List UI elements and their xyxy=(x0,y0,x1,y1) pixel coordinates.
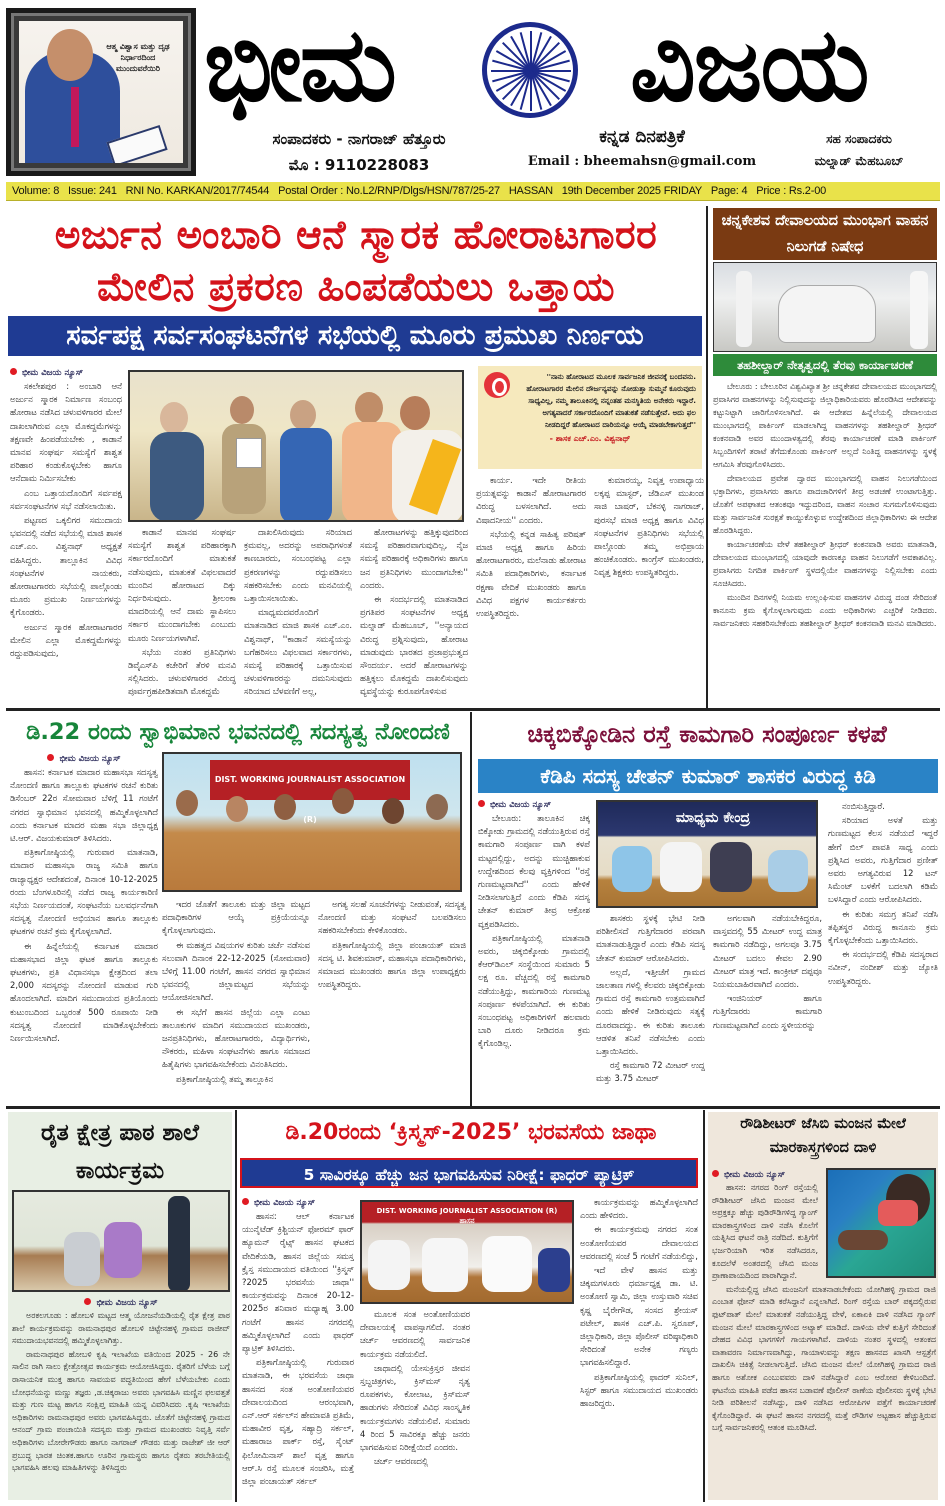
city: HASSAN xyxy=(508,185,553,197)
paper-tagline xyxy=(512,124,772,174)
portrait-tie xyxy=(71,87,79,147)
rni-number: RNI No. KARKAN/2017/74544 xyxy=(125,185,270,197)
membership-col3-text: ಅಗತ್ಯ ಸಲಹೆ ಸೂಚನೆಗಳನ್ನು ನೀಡುವಂತೆ, ಸದಸ್ಯತ್ವ ನೋಂದಣಿ ಮತ್ತು ಸಂಘಟನೆ ಬಲಪಡಿಸಲು ಸಹಕರಿಸಬೇಕೆಂದು ಕೇಳಿಕೊಂಡರು. ಪತ್ರಿಕಾಗೋಷ್ಠಿಯಲ್ಲಿ ಜಿಲ್ಲಾ ಪಂಚಾಯತ್ ಮಾಜಿ ಸದಸ್ಯ ಟಿ. ಶಿವಕುಮಾರ್, ಮಹಾಸಭಾ ಪದಾಧಿಕಾರಿಗಳು, ಸಮಾಜದ ಮುಖಂಡರು ಹಾಗೂ ಜಿಲ್ಲಾ ಉಪಾಧ್ಯಕ್ಷರು ಉಪಸ್ಥಿತರಿದ್ದರು. xyxy=(318,899,466,990)
column-divider xyxy=(235,1110,237,1502)
postal-order: Postal Order : No.L2/RNP/Dlgs/HSN/787/25-27 xyxy=(278,185,500,197)
lead-col3-text: ದಾಖಲಿಸಿರುವುದು ಸರಿಯಾದ ಕ್ರಮವಲ್ಲ, ಅದರನ್ನು ಅಪರಾಧಿಗಳಂತೆ ಕಾಣಬಾರದು, ಸಂಬಂಧಪಟ್ಟ ಎಲ್ಲಾ ಪ್ರಕರಣಗಳನ್ನು ರದ್ದುಪಡಿಸಲು ಸಹಕರಿಸಬೇಕು ಎಂದು ಮನವಿಯಲ್ಲಿ ಒತ್ತಾಯಿಸಲಾಯಿತು. ಮಾಧ್ಯಮದವರೊಂದಿಗೆ ಮಾತನಾಡಿದ ಮಾಜಿ ಶಾಸಕ ಎಚ್.ಎಂ. ವಿಶ್ವನಾಥ್, ''ಕಾಡಾನೆ ಸಮಸ್ಯೆಯನ್ನು ಬಗೆಹರಿಸಲು ವಿಫಲವಾದ ಸರ್ಕಾರಗಳು, ಸಮಸ್ಯೆ ಪರಿಹಾರಕ್ಕೆ ಒತ್ತಾಯಿಸುವ ಚಳುವಳಿಗಾರರನ್ನು ದಮನಿಸುವುದು ಸರಿಯಾದ ಬೆಳವಣಿಗೆ ಅಲ್ಲ, xyxy=(244,527,352,697)
bullet-icon xyxy=(712,1170,719,1177)
lead-col1-text: ಸಕಲೇಶಪುರ : ಅಂಬಾರಿ ಆನೆ ಅರ್ಜುನ ಸ್ಮಾರಕ ನಿರ್ಮಾಣ ಸಂಬಂಧ ಹೋರಾಟ ನಡೆಸಿದ ಚಳುವಳಿಗಾರರ ಮೇಲೆ ದಾಖಲಾಗಿರುವ ಎಲ್ಲಾ ಮೊಕದ್ದಮೆಗಳನ್ನು ತಕ್ಷಣವೇ ಹಿಂಪಡೆಯಬೇಕು , ಕಾಡಾನೆ ಮಾನವ ಸಂಘರ್ಷ ಸಮಸ್ಯೆಗೆ ಶಾಶ್ವತ ಪರಿಹಾರ ಕಂಡುಕೊಳ್ಳಬೇಕು ಹಾಗೂ ಆನೆದಾಮ ನಿರ್ಮಿಸಬೇಕು ಎಂಬ ಒತ್ತಾಯದೊಂದಿಗೆ ಸರ್ವಪಕ್ಷ ಸರ್ವಸಂಘಟನೆಗಳ ಸಭೆ ನಡೆಸಲಾಯಿತು. ಪಟ್ಟಣದ ಒಕ್ಕಲಿಗರ ಸಮುದಾಯ ಭವನದಲ್ಲಿ ನಡೆದ ಸಭೆಯಲ್ಲಿ ಮಾಜಿ ಶಾಸಕ ಎಚ್.ಎಂ. ವಿಶ್ವನಾಥ್ ಅಧ್ಯಕ್ಷತೆ ವಹಿಸಿದ್ದರು. ತಾಲ್ಲೂಕಿನ ವಿವಿಧ ಸಂಘಟನೆಗಳ ನಾಯಕರು, ಹೋರಾಟಗಾರರು ಸಭೆಯಲ್ಲಿ ಪಾಲ್ಗೊಂಡು ಮೂರು ಪ್ರಮುಖ ನಿರ್ಣಯಗಳನ್ನು ಕೈಗೊಂಡರು. ಅರ್ಜುನ ಸ್ಮಾರಕ ಹೋರಾಟಗಾರರ ಮೇಲಿನ ಎಲ್ಲಾ ಮೊಕದ್ದಮೆಗಳನ್ನು ರದ್ದುಪಡಿಸುವುದು, xyxy=(10,381,122,659)
column-divider xyxy=(470,712,472,1106)
logo-word-left: ಭೀಮ xyxy=(204,6,395,125)
farmer-school-photo xyxy=(12,1190,230,1292)
logo-word-right: ವಿಜಯ xyxy=(630,6,868,125)
road-work-col2-3 xyxy=(596,912,822,1102)
road-work-col3-text: ಅಗಲವಾಗಿ ನಡೆಯಬೇಕಿದ್ದರೂ, ವಾಸ್ತವದಲ್ಲಿ 55 ಮೀಟರ್ ಉದ್ದ ಮಾತ್ರ ಕಾಮಗಾರಿ ನಡೆದಿದ್ದು, ಅಗಲವೂ 3.75 ಮೀಟರ್ ಬದಲು ಕೇವಲ 2.90 ಮೀಟರ್ ಮಾತ್ರ ಇದೆ. ಕಾಂಕ್ರೀಟ್ ದಪ್ಪವೂ ನಿಯಮಬಾಹಿರವಾಗಿದೆ ಎಂದರು. ಇಂಜಿನಿಯರ್ ಹಾಗೂ ಗುತ್ತಿಗೆದಾರರು ಕಾಮಗಾರಿ ಗುಣಮಟ್ಟವಾಗಿದೆ ಎಂದು ಸ್ಥಳೀಯರನ್ನು xyxy=(713,913,822,1030)
volume: Volume: 8 xyxy=(12,185,60,197)
christmas-rally-press-photo xyxy=(360,1200,574,1304)
byline: ಭೀಮ ವಿಜಯ ನ್ಯೂಸ್ xyxy=(10,366,122,380)
christmas-rally-col1 xyxy=(242,1196,354,1502)
page-number: Page: 4 xyxy=(710,185,748,197)
membership-press-photo xyxy=(162,752,462,892)
christmas-rally-headline: ಡಿ.20ರಂದು ‘ಕ್ರಿಸ್ಮಸ್-2025’ ಭರವಸೆಯ ಜಾಥಾ xyxy=(285,1120,657,1145)
bullet-icon xyxy=(478,800,485,807)
byline: ಭೀಮ ವಿಜಯ ನ್ಯೂಸ್ xyxy=(242,1196,354,1210)
temple-parking-subheadline: ತಹಶೀಲ್ದಾರ್ ನೇತೃತ್ವದಲ್ಲಿ ತೆರವು ಕಾರ್ಯಾಚರಣೆ xyxy=(713,354,937,376)
ambedkar-portrait xyxy=(6,8,196,176)
quote-icon xyxy=(484,372,510,398)
lead-headline-line2: ಮೇಲಿನ ಪ್ರಕರಣ ಹಿಂಪಡೆಯಲು ಒತ್ತಾಯ xyxy=(96,265,616,310)
ashoka-chakra-icon xyxy=(482,22,578,118)
lead-subheadline: ಸರ್ವಪಕ್ಷ ಸರ್ವಸಂಘಟನೆಗಳ ಸಭೆಯಲ್ಲಿ ಮೂರು ಪ್ರಮುಖ ನಿರ್ಣಯ xyxy=(8,316,702,356)
portrait-quote: ಆತ್ಮ ವಿಶ್ವಾಸ ಮತ್ತು ದೃಢ ನಿರ್ಧಾರದಿಂದ ಮುಂದುವರೆಯಿರಿ xyxy=(106,42,170,73)
bullet-icon xyxy=(84,1298,91,1305)
road-work-col4-text: ನಂಬಿಸುತ್ತಿದ್ದಾರೆ. ಸರಿಯಾದ ಅಳತೆ ಮತ್ತು ಗುಣಮಟ್ಟದ ಕೆಲಸ ನಡೆಯದೆ ಇದ್ದರೆ ಹೇಗೆ ಬಿಲ್ ಪಾವತಿ ಸಾಧ್ಯ ಎಂದು ಪ್ರಶ್ನಿಸಿದ ಅವರು, ಗುತ್ತಿಗೆದಾರ ಪ್ರಣೀತ್ ಅವರು ಅಗತ್ಯವಿರುವ 12 ಟನ್ ಸಿಮೆಂಟ್ ಬಳಕೆಗೆ ಬದಲಾಗಿ ಕಡಿಮೆ ಬಳಸಿದ್ದಾರೆ ಎಂದು ಆರೋಪಿಸಿದರು. ಈ ಕುರಿತು ಸಮಗ್ರ ತನಿಖೆ ನಡೆಸಿ ತಪ್ಪಿತಸ್ಥರ ವಿರುದ್ಧ ಕಾನೂನು ಕ್ರಮ ಕೈಗೊಳ್ಳಬೇಕೆಂದು ಒತ್ತಾಯಿಸಿದರು. ಈ ಸಂದರ್ಭದಲ್ಲಿ ಕೆಡಿಪಿ ಸದಸ್ಯರಾದ ನವೀನ್, ನಂದೀಶ್ ಮತ್ತು ಜ್ಯೋತಿ ಉಪಸ್ಥಿತರಿದ್ದರು. xyxy=(828,801,938,986)
co-editor-block xyxy=(784,128,934,172)
rowdy-attack-headline: ರೌಡಿಶೀಟರ್ ಜೆಸಿಬಿ ಮಂಜನ ಮೇಲೆ ಮಾರಕಾಸ್ತ್ರಗಳಿಂದ ದಾಳಿ xyxy=(740,1116,906,1156)
temple-parking-headline: ಚನ್ನಕೇಶವ ದೇವಾಲಯದ ಮುಂಭಾಗ ವಾಹನ ನಿಲುಗಡೆ ನಿಷೇಧ xyxy=(713,208,937,260)
newspaper-logo xyxy=(200,4,945,132)
paper-type: ಕನ್ನಡ ದಿನಪತ್ರಿಕೆ xyxy=(599,127,685,147)
membership-col1 xyxy=(10,752,158,1102)
photo-banner: ಮಾಧ್ಯಮ ಕೇಂದ್ರ xyxy=(675,810,751,826)
byline: ಭೀಮ ವಿಜಯ ನ್ಯೂಸ್ xyxy=(478,798,590,812)
byline: ಭೀಮ ವಿಜಯ ನ್ಯೂಸ್ xyxy=(10,752,158,766)
photo-banner: DIST. WORKING JOURNALIST ASSOCIATION (R) xyxy=(210,760,410,800)
farmer-school-body-wrap xyxy=(12,1296,230,1496)
christmas-rally-col1-text: ಹಾಸನ: ಆಲ್ ಕರ್ನಾಟಕ ಯುನೈಟೆಡ್ ಕ್ರಿಶ್ಚಿಯನ್ ಫೋರಮ್ ಫಾರ್ ಹ್ಯೂಮನ್ ರೈಟ್ಸ್ ಹಾಸನ ಘಟಕದ ವೇದಿಕೆಯಡಿ, ಹಾಸನ ಜಿಲ್ಲೆಯ ಸಮಸ್ತ ಕ್ರೈಸ್ತ ಸಮುದಾಯದ ವತಿಯಿಂದ ''ಕ್ರಿಸ್ಮಸ್ ?2025 ಭರವಸೆಯ ಜಾಥಾ'' ಕಾರ್ಯಕ್ರಮವನ್ನು ದಿನಾಂಕ 20-12-2025ರ ಶನಿವಾರ ಮಧ್ಯಾಹ್ನ 3.00 ಗಂಟೆಗೆ ಹಾಸನ ನಗರದಲ್ಲಿ ಹಮ್ಮಿಕೊಳ್ಳಲಾಗಿದೆ ಎಂದು ಫಾಧರ್ ಪ್ಯಾಟ್ರಿಕ್ ತಿಳಿಸಿದರು. ಪತ್ರಿಕಾಗೋಷ್ಠಿಯಲ್ಲಿ ಗುರುವಾರ ಮಾತನಾಡಿ, ಈ ಭರವಸೆಯ ಜಾಥಾ ಹಾಸನದ ಸಂತ ಅಂತೋಣಿಯವರ ದೇವಾಲಯದಿಂದ ಆರಂಭವಾಗಿ, ಎನ್.ಆರ್ ಸರ್ಕಲ್‌ನ ಹೇಮಾವತಿ ಪ್ರತಿಮೆ, ಮಹಾವೀರ ವೃತ್ತ, ಸಹ್ಯಾದ್ರಿ ಸರ್ಕಲ್, ಮಹಾರಾಜ ಪಾರ್ಕ್ ರಸ್ತೆ, ಸೈಂಟ್ ಫಿಲೋಮಿನಾಸ್ ಶಾಲೆ ವೃತ್ತ ಹಾಗೂ ಆರ್.ಸಿ ರಸ್ತೆ ಮೂಲಕ ಸಂಚರಿಸಿ, ಮತ್ತೆ ಜಿಲ್ಲಾ ಪಂಚಾಯತ್ ಸರ್ಕಲ್ xyxy=(242,1211,354,1487)
lead-column-1 xyxy=(10,366,122,704)
lead-photo xyxy=(128,370,464,522)
lead-headline-line1: ಅರ್ಜುನ ಅಂಬಾರಿ ಆನೆ ಸ್ಮಾರಕ ಹೋರಾಟಗಾರರ xyxy=(54,213,658,258)
editor-block xyxy=(244,126,474,178)
bullet-icon xyxy=(47,754,54,761)
farmer-school-body: ಅರಕಲಗೂಡು : ಹೋಬಳಿ ಮಟ್ಟದ ಆತ್ಮ ಯೋಜನೆಯಡಿಯಲ್ಲಿ ರೈತ ಕ್ಷೇತ್ರ ಪಾಠ ಶಾಲೆ ಕಾರ್ಯಕ್ರಮವನ್ನು ರಾಮನಾಥಪುರ ಹೋಬಳಿ ಚಿಟ್ಟೇನಹಳ್ಳಿ ಗ್ರಾಮದ ರಾಜೀವ್ ಸಮುದಾಯಭವನದಲ್ಲಿ ಹಮ್ಮಿಕೊಳ್ಳಲಾಗಿತ್ತು. ರಾಮನಾಥಪುರ ಹೋಬಳಿ ಕೃಷಿ ಇಲಾಖೆಯ ವತಿಯಿಂದ 2025 - 26 ನೇ ಸಾಲಿನ ರಾಗಿ ಸಾಲು ಕ್ಷೇತ್ರೋತ್ಸವ ಕಾರ್ಯಕ್ರಮ ಆಯೋಜಿಸಿದ್ದರು. ರೈತರಿಗೆ ಬೆಳೆಯ ಬಗ್ಗೆ ರಾಸಾಯನಿಕ ಮುಕ್ತ ಹಾಗೂ ಸಾವಯವ ಪದ್ಧತಿಯಿಂದ ಹೇಗೆ ಬೆಳೆಯಬೇಕು ಎಂದು ಬೋಧನೆಯನ್ನು ಮಣ್ಣು ತಜ್ಞರು ,ಡ.ಚಿಕ್ಕರಾಜು ಅವರು ಭಾಗವಹಿಸಿ ಮಣ್ಣಿನ ಫಲವತ್ತತೆ ಮತ್ತು ಗುಣ ಮಟ್ಟ ಹಾಗೂ ಸಂಕ್ಷಿಪ್ತ ಮಾಹಿತಿ ಯನ್ನ ವಿವರಿಸಿದರು .ಕೃಷಿ ಇಲಾಖೆಯ ಅಧಿಕಾರಿಗಳು ರಾಮನಾಥಪುರ ಅವರು ಭಾಗವಹಿಸಿದ್ದರು. ಜೊತೆಗೆ ಚಿಟ್ಟೇನಹಳ್ಳಿ ಗ್ರಾಮದ ಆನಂದ್ ಗ್ರಾಮ ಪಂಚಾಯಿತಿ ಸದಸ್ಯರು ಮತ್ತು ಗ್ರಾಮದ ಮುಖಂಡರು ನಿವೃತ್ತಿ ಸರ್ವೆ ಅಧಿಕಾರಿಗಳು ಬೋರೇಗೌಡರು ಹಾಗೂ ನಾಗರಾಜ್ ಗೌಡರು ಮತ್ತು ರಾಜೇಶ್ ಜೀ ಆರ್ ಪ್ರಬುದ್ಧ ಭಾರತ ಚಿಂತಕ.ಹಾಗೂ ಊರಿನ ಗ್ರಾಮಸ್ಥರು ಹಾಗೂ ರೈತರು ತರಬೇತಿಯಲ್ಲಿ ಭಾಗವಹಿಸಿ ಹಲವು ಮಾಹಿತಿಗಳನ್ನು ತಿಳಿಸಿದ್ದರು xyxy=(12,1311,230,1473)
lead-col4-text: ಹೋರಾಟಗಳನ್ನು ಹತ್ತಿಕ್ಕುವುದರಿಂದ ಸಮಸ್ಯೆ ಪರಿಹಾರವಾಗುವುದಿಲ್ಲ, ನೈಜ ಸಮಸ್ಯೆ ಪರಿಹಾರಕ್ಕೆ ಅಧಿಕಾರಿಗಳು ಹಾಗೂ ಜನ ಪ್ರತಿನಿಧಿಗಳು ಮುಂದಾಗಬೇಕು'' ಎಂದರು. ಈ ಸಂದರ್ಭದಲ್ಲಿ ಮಾತನಾಡಿದ ಪ್ರಗತಿಪರ ಸಂಘಟನೆಗಳ ಅಧ್ಯಕ್ಷ ಮಲ್ನಾಡ್ ಮೆಹಬೂಬ್, ''ಅನ್ಯಾಯದ ವಿರುದ್ಧ ಪ್ರಶ್ನಿಸುವುದು, ಹೋರಾಟ ಮಾಡುವುದು ಭಾರತದ ಪ್ರಜಾಪ್ರಭುತ್ವದ ಸೌಂದರ್ಯ. ಅದರೆ ಹೋರಾಟಗಳನ್ನು ಹತ್ತಿಕ್ಕಲು ಮೊಕದ್ದಮೆ ದಾಖಲಿಸುವುದು ವ್ಯವಸ್ಥೆಯನ್ನು ಕುರೂಪಗೊಳಿಸುವ xyxy=(360,527,468,697)
road-work-subheadline: ಕೆಡಿಪಿ ಸದಸ್ಯ ಚೇತನ್ ಕುಮಾರ್ ಶಾಸಕರ ವಿರುದ್ಧ ಕಿಡಿ xyxy=(478,759,938,793)
farmer-school-headline: ರೈತ ಕ್ಷೇತ್ರ ಪಾಠ ಶಾಲೆ ಕಾರ್ಯಕ್ರಮ xyxy=(41,1120,199,1184)
lead-col6-text: ಕುಮಾರಯ್ಯ, ನಿವೃತ್ತ ಉಪಾಧ್ಯಾಯ ಲಕ್ಕಪ್ಪ ಮಾಸ್ಟರ್, ಜೆಡಿಎಸ್ ಮುಖಂಡ ಸಾಜಿ ಬಾಷರ್, ಬೆಕನಳ್ಳಿ ನಾಗರಾಜ್, ಪುರಸಭೆ ಮಾಜಿ ಅಧ್ಯಕ್ಷ ಹಾಗೂ ವಿವಿಧ ಸಂಘಟನೆಗಳ ಪ್ರತಿನಿಧಿಗಳು ಸಭೆಯಲ್ಲಿ ಪಾಲ್ಗೊಂಡು ತಮ್ಮ ಅಭಿಪ್ರಾಯ ಹಂಚಿಕೊಂಡರು. ಕಾಂಗ್ರೆಸ್ ಮುಖಂಡರು, ನಿವೃತ್ತ ಶಿಕ್ಷಕರು ಉಪಸ್ಥಿತರಿದ್ದರು. xyxy=(594,475,704,578)
issue-date: 19th December 2025 FRIDAY xyxy=(561,185,703,197)
lead-headline xyxy=(10,210,702,314)
membership-col2-text: ಇದರ ಜೊತೆಗೆ ತಾಲೂಕು ಮತ್ತು ಜಿಲ್ಲಾ ಮಟ್ಟದ ಪದಾಧಿಕಾರಿಗಳ ಆಯ್ಕೆ ಪ್ರಕ್ರಿಯೆಯನ್ನೂ ಕೈಗೊಳ್ಳಲಾಗುವುದು. ಈ ಮಹತ್ವದ ವಿಷಯಗಳ ಕುರಿತು ಚರ್ಚೆ ನಡೆಸುವ ಸಲುವಾಗಿ ದಿನಾಂಕ 22-12-2025 (ಸೋಮವಾರ) ಬೆಳಿಗ್ಗೆ 11.00 ಗಂಟೆಗೆ, ಹಾಸನ ನಗರದ ಸ್ವಾಭಿಮಾನ ಭವನದಲ್ಲಿ ಜಿಲ್ಲಾಮಟ್ಟದ ಸಭೆಯನ್ನು ಆಯೋಜಿಸಲಾಗಿದೆ. ಈ ಸಭೆಗೆ ಹಾಸನ ಜಿಲ್ಲೆಯ ಎಲ್ಲಾ ಎಂಟು ತಾಲೂಕುಗಳ ಮಾದಿಗ ಸಮುದಾಯದ ಮುಖಂಡರು, ಜನಪ್ರತಿನಿಧಿಗಳು, ಹೋರಾಟಗಾರರು, ವಿದ್ಯಾರ್ಥಿಗಳು, ನೌಕರರು, ಮಹಿಳಾ ಸಂಘಟನೆಗಳು ಹಾಗೂ ಸಮಾಜದ ಹಿತೈಷಿಗಳು ಭಾಗವಹಿಸಬೇಕೆಂದು ವಿನಂತಿಸಿದರು. ಪತ್ರಿಕಾಗೋಷ್ಠಿಯಲ್ಲಿ ತಮ್ಮ ತಾಲ್ಲೂಕಿನ xyxy=(162,899,310,1084)
rowdy-attack-body: ಹಾಸನ: ನಗರದ ರಿಂಗ್ ರಸ್ತೆಯಲ್ಲಿ ರೌಡಿಶೀಟರ್ ಜೆಸಿಬಿ ಮಂಜನ ಮೇಲೆ ಅಪ್ರಕ್ತಕ್ಕೂ ಹೆಚ್ಚು ಪುಡಿರೌಡಿಗಳಿದ್ದ ಗ್ಯಾಂಗ್ ಮಾರಕಾಸ್ತ್ರಗಳಿಂದ ದಾಳಿ ನಡೆಸಿ ಕೊಲೆಗೆ ಯತ್ನಿಸಿದ ಘಟನೆ ರಾತ್ರಿ ನಡೆದಿದೆ. ಕುತ್ತಿಗೆಗೆ ಭರ್ಜರಿಯಾಗಿ ಇರಿತ ನಡೆಸಿದರೂ, ಕೂದಲೆಳೆ ಅಂತರದಲ್ಲಿ ಜೆಸಿಬಿ ಮಂಜ ಪ್ರಾಣಾಪಾಯದಿಂದ ಪಾರಾಗಿದ್ದಾನೆ. ಮನೆಯಲ್ಲಿದ್ದ ಜೆಸಿಬಿ ಮಂಜನಿಗೆ ಮಾತನಾಡಬೇಕೆಂದು ಯೋಗಿಹಳ್ಳಿ ಗ್ರಾಮದ ರಾಜಿ ಎಂಬಾತ ಫೋನ್ ಮಾಡಿ ಕರೆಸಿದ್ದಾನೆ ಎನ್ನಲಾಗಿದೆ. ರಿಂಗ್ ರಸ್ತೆಯ ಬಾರ್ ಪಕ್ಕದಲ್ಲಿರುವ ಫುಟ್‌ಪಾತ್ ಮೇಲೆ ಮಾತುಕತೆ ನಡೆಯುತ್ತಿದ್ದ ವೇಳೆ, ಏಕಾಏಕಿ ದಾಳಿ ನಡೆಸಿದ ಗ್ಯಾಂಗ್ ಮಂಜನ ಮೇಲೆ ಮಾರಕಾಸ್ತ್ರಗಳಿಂದ ಅಟ್ಯಾಕ್ ಮಾಡಿದೆ. ದಾಳಿಯ ವೇಳೆ ಕುತ್ತಿಗೆ ಸೇರಿದಂತೆ ದೇಹದ ವಿವಿಧ ಭಾಗಗಳಿಗೆ ಗಾಯಗಳಾಗಿವೆ. ದಾಳಿಯ ನಂತರ ಸ್ಥಳದಲ್ಲಿ ಆತಂಕದ ವಾತಾವರಣ ನಿರ್ಮಾಣವಾಗಿದ್ದು, ಗಾಯಾಳುವನ್ನು ತಕ್ಷಣ ಹಾಸನದ ಖಾಸಗಿ ಆಸ್ಪತ್ರೆಗೆ ದಾಖಲಿಸಿ ಚಿಕಿತ್ಸೆ ನೀಡಲಾಗುತ್ತಿದೆ. ಜೆಸಿಬಿ ಮಂಜನ ಮೇಲೆ ಯೋಗಿಹಳ್ಳಿ ಗ್ರಾಮದ ರಾಜಿ ಹಾಗೂ ಅಶೋಕ ಎಂಬುವವರು ದಾಳಿ ನಡೆಸಿದ್ದಾರೆ ಎಂಬ ಆರೋಪ ಕೇಳಿಬಂದಿದೆ. ಘಟನೆಯ ಮಾಹಿತಿ ಪಡೆದ ಹಾಸನ ಬಡಾವಣೆ ಪೊಲೀಸ್ ಠಾಣೆಯ ಪೊಲೀಸರು ಸ್ಥಳಕ್ಕೆ ಭೇಟಿ ನೀಡಿ ಪರಿಶೀಲನೆ ನಡೆಸಿದ್ದು, ದಾಳಿ ನಡೆಸಿದ ಆರೋಪಿಗಳ ಪತ್ತೆಗೆ ಕಾರ್ಯಾಚರಣೆ ಕೈಗೊಂಡಿದ್ದಾರೆ. ಈ ಘಟನೆ ಹಾಸನ ನಗರದಲ್ಲಿ ಮತ್ತೆ ರೌಡಿಗಳ ಅಟ್ಟಹಾಸ ಹೆಚ್ಚುತ್ತಿರುವ ಬಗ್ಗೆ ಸಾರ್ವಜನಿಕರಲ್ಲಿ ಆತಂಕ ಮೂಡಿಸಿದೆ. xyxy=(712,1183,936,1433)
lead-col2-text: ಕಾಡಾನೆ ಮಾನವ ಸಂಘರ್ಷ ಸಮಸ್ಯೆಗೆ ಶಾಶ್ವತ ಪರಿಹಾರಕ್ಕಾಗಿ ಸರ್ಕಾರದೊಂದಿಗೆ ಮಾತುಕತೆ ನಡೆಸುವುದು, ಮಾತುಕತೆ ವಿಫಲವಾದರೆ ಮುಂದಿನ ಹೋರಾಟದ ದಿಕ್ಕು ನಿರ್ಧರಿಸುವುದು. ಶ್ರೀಲಂಕಾ ಮಾದರಿಯಲ್ಲಿ ಆನೆ ದಾಮ ಸ್ಥಾಪಿಸಲು ಸರ್ಕಾರ ಮುಂದಾಗಬೇಕು ಎಂಬುದು ಮೂರು ನಿರ್ಣಯಗಳಾಗಿವೆ. ಸಭೆಯ ನಂತರ ಪ್ರತಿನಿಧಿಗಳು ಡಿವೈಎಸ್‌ಪಿ ಕಚೇರಿಗೆ ತೆರಳಿ ಮನವಿ ಸಲ್ಲಿಸಿದರು. ಚಳುವಳಿಗಾರರ ವಿರುದ್ಧ ಪೂರ್ವಗ್ರಹಪೀಡಿತವಾಗಿ ಮೊಕದ್ದಮೆ xyxy=(128,527,236,697)
contact-email[interactable]: Email : bheemahsn@gmail.com xyxy=(527,154,757,169)
road-work-col1-text: ಬೇಲೂರು: ತಾಲೂಕಿನ ಚಿಕ್ಕ ಬಿಕ್ಕೋಡು ಗ್ರಾಮದಲ್ಲಿ ನಡೆಯುತ್ತಿರುವ ರಸ್ತೆ ಕಾಮಗಾರಿ ಸಂಪೂರ್ಣ ವಾಗಿ ಕಳಪೆ ಮಟ್ಟದಲ್ಲಿದ್ದು, ಅದನ್ನು ಮುಚ್ಚಿಹಾಕುವ ಉದ್ದೇಶದಿಂದ ಕೆಲವು ವ್ಯಕ್ತಿಗಳಿಂದ ''ರಸ್ತೆ ಗುಣಮಟ್ಟವಾಗಿದೆ'' ಎಂದು ಹೇಳಿಕೆ ನೀಡಿಸಲಾಗುತ್ತಿದೆ ಎಂದು ಕೆಡಿಪಿ ಸದಸ್ಯ ಚೇತನ್ ಕುಮಾರ್ ತೀವ್ರ ಆಕ್ರೋಶ ವ್ಯಕ್ತಪಡಿಸಿದರು. ಪತ್ರಿಕಾಗೋಷ್ಠಿಯಲ್ಲಿ ಮಾತನಾಡಿ ಅವರು, ಚಿಕ್ಕಬಿಕ್ಕೋಡು ಗ್ರಾಮದಲ್ಲಿ ಕೆಆರ್‌ಡಿಎಲ್ ಸಂಸ್ಥೆಯಿಂದ ಸುಮಾರು 5 ಲಕ್ಷ ರೂ. ವೆಚ್ಚದಲ್ಲಿ ರಸ್ತೆ ಕಾಮಗಾರಿ ನಡೆಯುತ್ತಿದ್ದು, ಕಾಮಗಾರಿಯ ಗುಣಮಟ್ಟ ಸಂಪೂರ್ಣ ಕಳಪೆಯಾಗಿದೆ. ಈ ಕುರಿತು ಸಂಬಂಧಪಟ್ಟ ಅಧಿಕಾರಿಗಳಿಗೆ ಹಲವಾರು ಬಾರಿ ದೂರು ನೀಡಿದರೂ ಕ್ರಮ ಕೈಗೊಂಡಿಲ್ಲ. xyxy=(478,813,590,1049)
pull-quote xyxy=(478,366,702,469)
rowdy-attack-col1 xyxy=(712,1168,822,1182)
section-divider xyxy=(6,1106,940,1109)
co-editor-label: ಸಹ ಸಂಪಾದಕರು xyxy=(826,132,892,146)
co-editor-name: ಮಲ್ನಾಡ್ ಮೆಹಬೂಬ್ xyxy=(814,154,904,168)
road-work-col1 xyxy=(478,798,590,1049)
quote-author: - ಶಾಸಕ ಎಚ್.ಎಂ. ವಿಶ್ವನಾಥ್ xyxy=(549,434,631,443)
road-work-col2-text: ಶಾಸಕರು ಸ್ಥಳಕ್ಕೆ ಭೇಟಿ ನೀಡಿ ಪರಿಶೀಲಿಸದೆ ಗುತ್ತಿಗೆದಾರರ ಪರವಾಗಿ ಮಾತನಾಡುತ್ತಿದ್ದಾರೆ ಎಂದು ಕೆಡಿಪಿ ಸದಸ್ಯ ಚೇತನ್ ಕುಮಾರ್ ಆರೋಪಿಸಿದರು. ಅಲ್ಲದೆ, ಇತ್ತೀಚೆಗೆ ಗ್ರಾಮದ ಜಾಲತಾಣ ಗಳಲ್ಲಿ ಕೆಲವರು ಚಿಕ್ಕಬಿಕ್ಕೋಡು ಗ್ರಾಮದ ರಸ್ತೆ ಕಾಮಗಾರಿ ಉತ್ತಮವಾಗಿದೆ ಎಂದು ಹೇಳಿಕೆ ನೀಡಿರುವುದು ಸತ್ಯಕ್ಕೆ ದೂರವಾದದ್ದು. ಈ ಕುರಿತು ತಾಲೂಕು ಆಡಳಿತ ತನಿಖೆ ನಡೆಸಬೇಕು ಎಂದು ಒತ್ತಾಯಿಸಿದರು. ರಸ್ತೆ ಕಾಮಗಾರಿ 72 ಮೀಟರ್ ಉದ್ದ ಮತ್ತು 3.75 ಮೀಟರ್ xyxy=(596,913,705,1084)
lead-columns-5-6 xyxy=(476,474,704,706)
issue: Issue: 241 xyxy=(67,185,117,197)
lead-col5-text: ಕಾರ್ಯ. ಇದೇ ರೀತಿಯ ಪ್ರಯತ್ನವನ್ನು ಕಾಡಾನೆ ಹೋರಾಟಗಾರರ ವಿರುದ್ಧ ಬಳಸಲಾಗಿದೆ. ಅದು ವಿಷಾದನೀಯ'' ಎಂದರು. ಸಭೆಯಲ್ಲಿ ಕನ್ನಡ ಸಾಹಿತ್ಯ ಪರಿಷತ್ ಮಾಜಿ ಅಧ್ಯಕ್ಷ ಹಾಗೂ ಹಿರಿಯ ಹೋರಾಟಗಾರರು, ಮಲೆನಾಡು ಹೋರಾಟ ಸಮಿತಿ ಪದಾಧಿಕಾರಿಗಳು, ಕರ್ನಾಟಕ ರಕ್ಷಣಾ ವೇದಿಕೆ ಮುಖಂಡರು ಹಾಗೂ ವಿವಿಧ ಪಕ್ಷಗಳ ಕಾರ್ಯಕರ್ತರು ಉಪಸ್ಥಿತರಿದ್ದರು. xyxy=(476,475,586,619)
bullet-icon xyxy=(10,368,17,375)
byline: ಭೀಮ ವಿಜಯ ನ್ಯೂಸ್ xyxy=(12,1296,230,1310)
road-work-press-photo xyxy=(596,800,818,908)
membership-headline: ಡಿ.22 ರಂದು ಸ್ವಾಭಿಮಾನ ಭವನದಲ್ಲಿ ಸದಸ್ಯತ್ವ ನೋಂದಣಿ xyxy=(26,719,450,745)
price: Price : Rs.2-00 xyxy=(756,185,827,197)
membership-col1-text: ಹಾಸನ: ಕರ್ನಾಟಕ ಮಾದಾರ ಮಹಾಸಭಾ ಸದಸ್ಯತ್ವ ನೋಂದಣಿ ಹಾಗೂ ತಾಲ್ಲೂಕು ಘಟಕಗಳ ರಚನೆ ಕುರಿತು ಡಿಸೆಂಬರ್ 22ರ ಸೋಮವಾರ ಬೆಳಿಗ್ಗೆ 11 ಗಂಟೆಗೆ ನಗರದ ಸ್ವಾಭಿಮಾನ ಭವನದಲ್ಲಿ ಹಮ್ಮಿಕೊಳ್ಳಲಾಗಿದೆ ಎಂದು ಕರ್ನಾಟಕ ಮಾದರ ಮಹಾ ಸಭಾ ಜಿಲ್ಲಾಧ್ಯಕ್ಷ ಟಿ.ಆರ್. ವಿಜಯಕುಮಾರ್ ತಿಳಿಸಿದರು. ಪತ್ರಿಕಾಗೋಷ್ಠಿಯಲ್ಲಿ ಗುರುವಾರ ಮಾತನಾಡಿ, ಮಾದಾರ ಮಹಾಸಭಾ ರಾಜ್ಯ ಸಮಿತಿ ಹಾಗೂ ರಾಜ್ಯಾಧ್ಯಕ್ಷರ ಆದೇಶದಂತೆ, ದಿನಾಂಕ 10-12-2025 ರಂದು ಬೆಂಗಳೂರಿನಲ್ಲಿ ನಡೆದ ರಾಜ್ಯ ಕಾರ್ಯಕಾರಿಣಿ ಸಭೆಯ ನಿರ್ಣಯದಂತೆ, ಸಂಘಟನೆಯ ಬಲವರ್ಧನೆಗಾಗಿ ಸದಸ್ಯತ್ವ ನೋಂದಣಿ ಅಭಿಯಾನ ಹಾಗೂ ತಾಲ್ಲೂಕು ಘಟಕಗಳ ರಚನೆ ಕ್ರಮ ಕೈಗೊಳ್ಳಲಾಗಿದೆ. ಈ ಹಿನ್ನೆಲೆಯಲ್ಲಿ ಕರ್ನಾಟಕ ಮಾದಾರ ಮಹಾಸಭಾದ ಜಿಲ್ಲಾ ಘಟಕ ಹಾಗೂ ತಾಲ್ಲೂಕು ಘಟಕಗಳು, ಪ್ರತಿ ವಿಧಾನಸಭಾ ಕ್ಷೇತ್ರದಿಂದ ತಲಾ 2,000 ಸದಸ್ಯರನ್ನು ನೋಂದಣಿ ಮಾಡುವ ಗುರಿ ಹೊಂದಲಾಗಿದೆ. ಮಾದಿಗ ಸಮುದಾಯದ ಪ್ರತಿಯೊಂದು ಕುಟುಂಬದಿಂದ ಒಬ್ಬರಂತೆ 500 ರೂಪಾಯಿ ನೀಡಿ ಸದಸ್ಯತ್ವ ನೋಂದಣಿ ಮಾಡಿಕೊಳ್ಳಬೇಕೆಂದು ನಿರ್ಣಯಿಸಲಾಗಿದೆ. xyxy=(10,767,158,1044)
bullet-icon xyxy=(242,1198,249,1205)
issue-info-bar xyxy=(6,182,940,201)
christmas-rally-subheadline: 5 ಸಾವಿರಕ್ಕೂ ಹೆಚ್ಚು ಜನ ಭಾಗವಹಿಸುವ ನಿರೀಕ್ಷೆ: ಫಾಧರ್ ಪ್ಯಾಟ್ರಿಕ್ xyxy=(240,1158,698,1188)
editor-phone: ಮೊ : 9110228083 xyxy=(288,156,430,174)
masthead xyxy=(0,0,945,197)
lead-columns-2-4 xyxy=(128,526,468,706)
temple-parking-body: ಬೇಲೂರು : ಬೇಲೂರಿನ ವಿಶ್ವವಿಖ್ಯಾತ ಶ್ರೀ ಚನ್ನಕೇಶವ ದೇವಾಲಯದ ಮುಂಭಾಗದಲ್ಲಿ ಪ್ರವಾಸಿಗರ ವಾಹನಗಳನ್ನು ನಿಲ್ಲಿಸುವುದನ್ನು ಜಿಲ್ಲಾಧಿಕಾರಿಯವರು ಹೊರಡಿಸಿದ ಆದೇಶವನ್ನು ಕಟ್ಟುನಿಟ್ಟಾಗಿ ಜಾರಿಗೊಳಿಸಲಾಗಿದೆ. ಈ ಆದೇಶದ ಹಿನ್ನೆಲೆಯಲ್ಲಿ ದೇವಾಲಯದ ಮುಂಭಾಗದಲ್ಲಿ ಪಾರ್ಕಿಂಗ್ ಮಾಡಲಾಗಿದ್ದ ವಾಹನಗಳನ್ನು ತಹಶೀಲ್ದಾರ್ ಶ್ರೀಧರ್ ಕಂಕನವಾಡಿ ಅವರ ಮುಂದಾಳತ್ವದಲ್ಲಿ ತೆರವು ಕಾರ್ಯಾಚರಣೆ ಮಾಡಿ ಪಾರ್ಕಿಂಗ್ ಸಿಬ್ಬಂದಿಗಳಿಗೆ ತರಾಟೆ ತೆಗೆದುಕೊಂಡು ಪಾರ್ಕಿಂಗ್ ಅಲ್ಲದೆ ನಿಂತಿದ್ದ ವಾಹನಗಳನ್ನು ಸ್ಥಳಕ್ಕೆ ಆಗಮಿಸಿ ತೆರವುಗೊಳಿಸಿದರು. ದೇವಾಲಯದ ಪ್ರವೇಶ ದ್ವಾರದ ಮುಂಭಾಗದಲ್ಲಿ ವಾಹನ ನಿಲುಗಡೆಯಿಂದ ಭಕ್ತಾದಿಗಳು, ಪ್ರವಾಸಿಗರು ಹಾಗೂ ಪಾದಚಾರಿಗಳಿಗೆ ತೀವ್ರ ಅಡಚಣೆ ಉಂಟಾಗುತ್ತಿತ್ತು. ಜೊತೆಗೆ ಅಪಘಾತದ ಆತಂಕವೂ ಇದ್ದುದರಿಂದ, ವಾಹನ ಸಂಚಾರ ಸುಗಮಗೊಳಿಸುವುದು ಮತ್ತು ಸಾರ್ವಜನಿಕ ಸುರಕ್ಷತೆ ಕಾಯ್ದುಕೊಳ್ಳುವ ಉದ್ದೇಶದಿಂದ ಜಿಲ್ಲಾಧಿಕಾರಿಗಳು ಈ ಆದೇಶ ಹೊರಡಿಸಿದ್ದರು. ಕಾರ್ಯಾಚರಣೆಯ ವೇಳೆ ತಹಶೀಲ್ದಾರ್ ಶ್ರೀಧರ್ ಕಂಕನವಾಡಿ ಅವರು ಮಾತನಾಡಿ, ದೇವಾಲಯದ ಮುಂಭಾಗದಲ್ಲಿ ಯಾವುದೇ ಕಾರಣಕ್ಕೂ ವಾಹನ ನಿಲುಗಡೆಗೆ ಅವಕಾಶವಿಲ್ಲ. ಪ್ರವಾಸಿಗರು ನಿಗದಿತ ಪಾರ್ಕಿಂಗ್ ಸ್ಥಳದಲ್ಲಿಯೇ ವಾಹನಗಳನ್ನು ನಿಲ್ಲಿಸಬೇಕು ಎಂದು ಸೂಚಿಸಿದರು. ಮುಂದಿನ ದಿನಗಳಲ್ಲಿ ನಿಯಮ ಉಲ್ಲಂಘಿಸುವ ವಾಹನಗಳ ವಿರುದ್ಧ ದಂಡ ಸೇರಿದಂತೆ ಕಾನೂನು ಕ್ರಮ ಕೈಗೊಳ್ಳಲಾಗುವುದು ಎಂದು ಅಧಿಕಾರಿಗಳು ಎಚ್ಚರಿಕೆ ನೀಡಿದರು. ಸಾರ್ವಜನಿಕರು ಸಹಕರಿಸಬೇಕೆಂದು ತಹಶೀಲ್ದಾರ್ ಶ್ರೀಧರ್ ಕಂಕನವಾಡಿ ಮನವಿ ಮಾಡಿದರು. xyxy=(713,382,937,628)
photo-banner: DIST. WORKING JOURNALIST ASSOCIATION (R) ಹಾಸನ xyxy=(376,1207,558,1225)
editor-name: ಸಂಪಾದಕರು - ನಾಗರಾಜ್ ಹೆತ್ತೂರು xyxy=(272,130,446,148)
section-divider xyxy=(6,708,940,711)
road-work-headline: ಚಿಕ್ಕಬಿಕ್ಕೋಡಿನ ರಸ್ತೆ ಕಾಮಗಾರಿ ಸಂಪೂರ್ಣ ಕಳಪೆ xyxy=(527,720,887,748)
christmas-rally-col3-text: ಕಾರ್ಯಕ್ರಮವನ್ನು ಹಮ್ಮಿಕೊಳ್ಳಲಾಗಿದೆ ಎಂದು ಹೇಳಿದರು. ಈ ಕಾರ್ಯಕ್ರಮವು ನಗರದ ಸಂತ ಅಂತೋಣಿಯವರ ದೇವಾಲಯದ ಆವರಣದಲ್ಲಿ ಸಂಜೆ 5 ಗಂಟೆಗೆ ನಡೆಯಲಿದ್ದು, ಇದೆ ವೇಳೆ ಹಾಸನ ಮತ್ತು ಚಿಕ್ಕಮಗಳೂರು ಧರ್ಮಾಧ್ಯಕ್ಷ ಡಾ. ಟಿ. ಅಂತೋಣಿ ಸ್ವಾಮಿ, ಜಿಲ್ಲಾ ಉಸ್ತುವಾರಿ ಸಚಿವ ಕೃಷ್ಣ ಬೈರೇಗೌಡ, ಸಂಸದ ಶ್ರೇಯಸ್ ಪಟೇಲ್, ಶಾಸಕ ಎಚ್.ಪಿ. ಸ್ವರೂಪ್, ಜಿಲ್ಲಾಧಿಕಾರಿ, ಜಿಲ್ಲಾ ಪೊಲೀಸ್ ವರಿಷ್ಠಾಧಿಕಾರಿ ಸೇರಿದಂತೆ ಅನೇಕ ಗಣ್ಯರು ಭಾಗವಹಿಸಲಿದ್ದಾರೆ. ಪತ್ರಿಕಾಗೋಷ್ಠಿಯಲ್ಲಿ ಫಾದರ್ ಸುನಿಲ್, ಸಿಸ್ಟರ್ ಹಾಗೂ ಸಮುದಾಯದ ಮುಖಂಡರು ಹಾಜರಿದ್ದರು. xyxy=(580,1197,698,1409)
quote-text: ''ನಾನು ಹೋರಾಟದ ಮೂಲಕ ಸಾರ್ವಜನಿಕ ಜೀವನಕ್ಕೆ ಬಂದವನು. ಹೋರಾಟಗಾರರ ಮೇಲಿನ ದೌರ್ಜನ್ಯವನ್ನು ನೋಡುತ್ತಾ ಸುಮ್ಮನೆ ಕೂರುವುದು ಸಾಧ್ಯವಿಲ್ಲ, ನಮ್ಮ ತಾಲೂಕಿನಲ್ಲಿ ನನ್ನಂತಹ ಮನಸ್ಥಿತಿಯ ಅನೇಕರು ಇದ್ದಾರೆ. ಅಗತ್ಯವಾದರೆ ಸರ್ಕಾರದೊಂದಿಗೆ ಮಾತುಕತೆ ನಡೆಸುತ್ತೇವೆ. ಅದು ಫಲ ನೀಡದಿದ್ದರೆ ಹೋರಾಟದ ದಾರಿಯನ್ನೂ ಆಯ್ಕೆ ಮಾಡಬೇಕಾಗುತ್ತದೆ'' xyxy=(526,372,696,429)
temple-parking-photo xyxy=(713,262,937,352)
membership-col2-3 xyxy=(162,898,466,1102)
column-divider xyxy=(703,1110,705,1502)
portrait-head xyxy=(47,29,93,81)
christmas-rally-col2-text: ಮೂಲಕ ಸಂತ ಅಂತೋಣಿಯವರ ದೇವಾಲಯಕ್ಕೆ ವಾಪಸ್ಸಾಗಲಿದೆ. ನಂತರ ಚರ್ಚ್ ಆವರಣದಲ್ಲಿ ಸಾರ್ವಜನಿಕ ಕಾರ್ಯಕ್ರಮ ನಡೆಯಲಿದೆ. ಜಾಥಾದಲ್ಲಿ ಯೇಸುಕ್ರಿಸ್ತರ ಜೀವನ ಸ್ತಬ್ಧಚಿತ್ರಗಳು, ಕ್ರಿಸ್‌ಮಸ್ ನೃತ್ಯ ರೂಪಕಗಳು, ಕೋಲಾಟ, ಕ್ರಿಸ್‌ಮಸ್ ಹಾಡುಗಳು ಸೇರಿದಂತೆ ವಿವಿಧ ಸಾಂಸ್ಕೃತಿಕ ಕಾರ್ಯಕ್ರಮಗಳು ನಡೆಯಲಿವೆ. ಸುಮಾರು 4 ರಿಂದ 5 ಸಾವಿರಕ್ಕೂ ಹೆಚ್ಚು ಜನರು ಭಾಗವಹಿಸುವ ನಿರೀಕ್ಷೆಯಿದೆ ಎಂದರು. ಚರ್ಚ್ ಆವರಣದಲ್ಲಿ xyxy=(360,1309,470,1467)
byline: ಭೀಮ ವಿಜಯ ನ್ಯೂಸ್ xyxy=(712,1168,822,1182)
column-divider xyxy=(706,206,708,708)
car-image xyxy=(778,285,876,343)
